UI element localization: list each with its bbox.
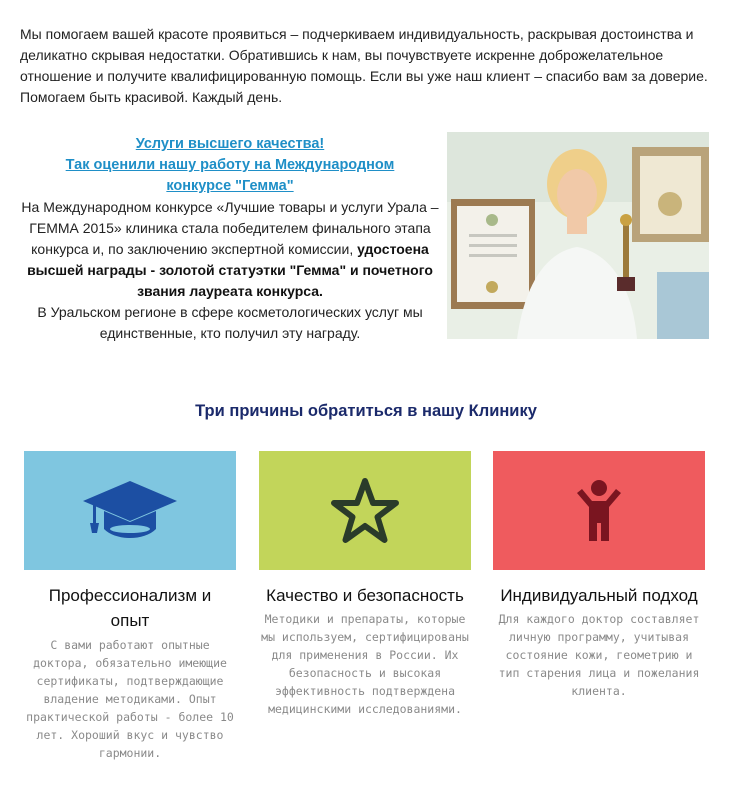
reason-text-professionalism: С вами работают опытные доктора, обязательно имеющие сертификаты, подтверждающие владение методиками. Опыт практической работы - более 10 лет. Хороший вкус и чувство гармонии. — [26, 638, 234, 760]
star-icon — [330, 477, 400, 545]
reason-card-professionalism — [24, 451, 236, 570]
reason-title-quality: Качество и безопасность — [266, 586, 464, 605]
award-paragraph-plain: На Международном конкурсе «Лучшие товары и услуги Урала – ГЕММА 2015» клиника стала победителем финального этапа конкурса и, по заключению экспертной комиссии, — [21, 199, 439, 257]
intro-paragraph: Мы помогаем вашей красоте проявиться – подчеркиваем индивидуальность, раскрывая достоинства и деликатно скрывая недостатки. Обратившись к нам, вы почувствуете искренне доброжелательное отношение и получите квалифицированную помощь. Если вы уже наш клиент – спасибо вам за доверие. Помогаем быть красивой. Каждый день. — [20, 26, 708, 105]
reason-card-quality — [259, 451, 471, 570]
reason-text-quality: Методики и препараты, которые мы используем, сертифицированы для применения в России. Их безопасность и высокая эффективность подтверждена медицинскими исследованиями. — [261, 612, 469, 716]
reason-card-individual — [493, 451, 705, 570]
graduation-cap-icon — [82, 479, 178, 543]
award-section — [20, 134, 440, 344]
award-photo — [447, 132, 709, 339]
reason-title-individual: Индивидуальный подход — [500, 586, 698, 605]
award-link-subtitle[interactable]: Так оценили нашу работу на Международном конкурсе "Гемма" — [65, 157, 395, 194]
person-icon — [571, 479, 627, 543]
reason-text-individual: Для каждого доктор составляет личную программу, учитывая состояние кожи, геометрию и тип старения лица и пожелания клиента. — [498, 612, 700, 698]
reasons-title: Три причины обратиться в нашу Клинику — [195, 402, 537, 420]
award-paragraph-tail: В Уральском регионе в сфере косметологических услуг мы единственные, кто получил эту награду. — [37, 304, 423, 341]
award-link-title[interactable]: Услуги высшего качества! — [135, 136, 325, 152]
reason-title-professionalism: Профессионализм и опыт — [48, 586, 212, 630]
award-paragraph-bold: удостоена высшей награды - золотой статуэтки "Гемма" и почетного звания лауреата конкурса. — [27, 241, 433, 299]
